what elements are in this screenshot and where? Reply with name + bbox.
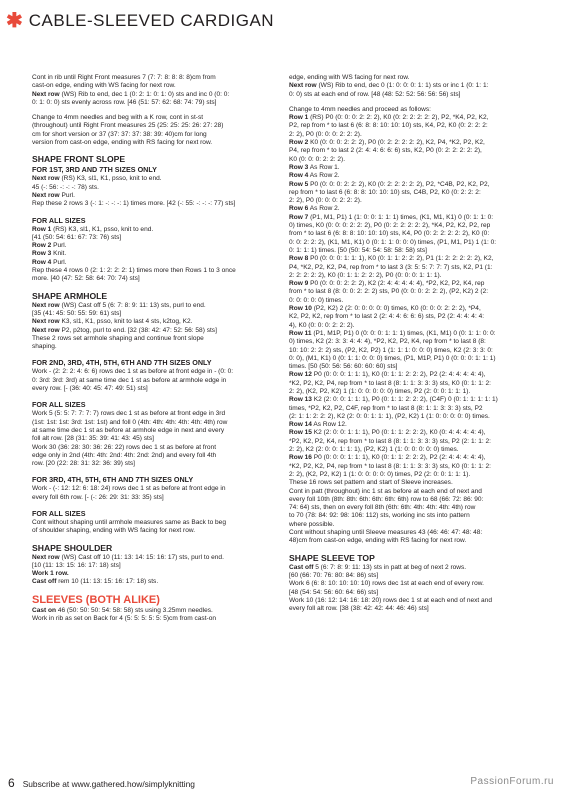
text-line: (1st: 1st: 1st: 3rd: 1st: 1st) and foll 0 (4th: 4th: 4th: 4th: 4th: 4th) row <box>32 418 228 426</box>
text-line: [35 (41: 45: 50: 55: 59: 61) sts] <box>32 309 122 317</box>
text-line: shaping. <box>32 343 57 351</box>
paragraph <box>32 485 274 502</box>
spacer <box>32 284 274 291</box>
text-line: Cast on 46 (50: 50: 50: 54: 58: 58) sts using 3.25mm needles. <box>32 606 213 614</box>
asterisk-icon: ✱ <box>6 10 23 32</box>
text-line: 48)cm from cast-on edge, ending with RS facing for next row. <box>289 537 467 545</box>
text-line: Row 1 (RS) K3, sl1, K1, psso, knit to end. <box>32 225 154 233</box>
text-line: P4, rep from * to last 2 (2: 4: 4: 6: 6: 6) sts, K2, P0 (0: 2: 2: 2: 2: 2), <box>289 147 482 155</box>
text-line: cm for short version or 37 (37: 37: 37: 38: 39: 40)cm for long <box>32 130 207 138</box>
text-line: Row 4 As Row 2. <box>289 172 340 180</box>
text-line: times, *P2, K2, P2, C4F, rep from * to last 8 (8: 1: 1: 3: 3: 3) sts, P2 <box>289 404 483 412</box>
text-line: Next row (WS) Cast off 5 (6: 7: 8: 9: 11: 13) sts, purl to end. <box>32 301 206 309</box>
text-line: Row 3 As Row 1. <box>289 163 340 171</box>
spacer <box>32 468 274 475</box>
paragraph <box>32 410 274 468</box>
text-line: P2, rep from * to last 6 (6: 8: 8: 10: 10: 10) sts, K4, P2, K0 (0: 2: 2: 2: <box>289 122 488 130</box>
paragraph <box>289 74 534 99</box>
section-heading: SHAPE SHOULDER <box>32 542 113 553</box>
text-line: Work 6 (6: 8: 10: 10: 10: 10) rows dec 1st at each end of every row. <box>289 580 484 588</box>
text-line: foll alt row. [28 (31: 35: 39: 41: 43: 45) sts] <box>32 435 154 443</box>
page-number: 6 <box>8 776 15 790</box>
text-line: Row 3 Knit. <box>32 250 67 258</box>
text-line: *K2, P2, K2, P4, rep from * to last 8 (8: 1: 1: 3: 3: 3) sts, K0 (0: 1: 1: 2: <box>289 462 491 470</box>
text-line: Next row (WS) Rib to end, dec 1 (0: 2: 1: 0: 1: 0) sts and inc 0 (0: 0: <box>32 90 230 98</box>
text-line: [60 (66: 70: 76: 80: 84: 86) sts] <box>289 571 379 579</box>
text-line: Row 16 P0 (0: 0: 0: 1: 1: 1), K0 (0: 1: 1: 2: 2: 2), P2 (2: 4: 4: 4: 4: 4), <box>289 454 486 462</box>
text-line: Row 8 P0 (0: 0: 0: 1: 1: 1), K0 (0: 1: 1: 2: 2: 2), P1 (1: 2: 2: 2: 2: 2), K2, <box>289 255 494 263</box>
text-line: Work in rib as set on Back for 4 (5: 5: 5: 5: 5: 5)cm from cast-on <box>32 615 216 623</box>
text-line: Rep these 4 rows 0 (2: 1: 2: 2: 2: 1) times more then Rows 1 to 3 once <box>32 267 236 275</box>
text-line: 10: 10: 2: 2: 2) sts, (P2, K2, P2) 1 (1: 1: 1: 0: 0: 0) times, K2 (2: 3: 3: 0: <box>289 346 493 354</box>
text-line: Work - (-: 12: 12: 6: 18: 24) rows dec 1 st as before at front edge in <box>32 485 226 493</box>
text-line: Row 2 K0 (0: 0: 0: 2: 2: 2), P0 (0: 2: 2: 2: 2: 2), K2, P4, *K2, P2, K2, <box>289 139 485 147</box>
text-line: Work 1 row. <box>32 570 69 578</box>
text-line: Rep these 2 rows 3 (-: 1: -: -: -: 1) times more. [42 (-: 55: -: -: -: 77) sts] <box>32 200 236 208</box>
text-line: Work 5 (5: 5: 7: 7: 7: 7) rows dec 1 st as before at front edge in 3rd <box>32 410 226 418</box>
text-line: 2: 2: 2: 2: 2), K0 (0: 1: 1: 2: 2: 2), P0 (0: 0: 0: 1: 1: 1). <box>289 271 442 279</box>
text-line: to 70 (78: 84: 92: 98: 106: 112) sts, working inc sts into pattern <box>289 512 470 520</box>
paragraph <box>32 519 274 536</box>
watermark: PassionForum.ru <box>470 776 554 787</box>
left-column <box>32 74 274 623</box>
text-line: Row 2 Purl. <box>32 242 67 250</box>
text-line: K0 (0: 0: 0: 2: 2: 2). <box>289 155 346 163</box>
section-heading: FOR ALL SIZES <box>32 508 86 518</box>
spacer <box>32 536 274 543</box>
text-line: Next row Purl. <box>32 191 75 199</box>
text-line: Row 14 As Row 12. <box>289 421 347 429</box>
text-line: Change to 4mm needles and beg with a K row, cont in st-st <box>32 114 204 122</box>
text-line: every row. [- (36: 40: 45: 47: 49: 51) sts] <box>32 385 148 393</box>
paragraph <box>32 607 274 624</box>
text-line: 0: 0: 0: 0: 0) times. <box>289 296 344 304</box>
text-line: Cont in patt (throughout) inc 1 st as before at each end of next and <box>289 487 482 495</box>
section-heading: SLEEVES (BOTH ALIKE) <box>32 593 160 606</box>
spacer <box>32 587 274 594</box>
section-heading: FOR 2ND, 3RD, 4TH, 5TH, 6TH AND 7TH SIZES ONLY <box>32 358 212 368</box>
text-line: 2: 2), (K2, P2, K2) 1 (1: 0: 0: 0: 0: 0) times, P2 (2: 0: 0: 1: 1: 1). <box>289 470 471 478</box>
text-line: Row 10 (P2, K2) 2 (2: 0: 0: 0: 0: 0) times, K0 (0: 0: 0: 2: 2: 2), *P4, <box>289 305 481 313</box>
text-line: Row 13 K2 (2: 0: 0: 1: 1: 1), P0 (0: 1: 1: 2: 2: 2), (C4F) 0 (0: 1: 1: 1: 1: 1) <box>289 396 498 404</box>
text-line: Row 15 K2 (2: 0: 0: 1: 1: 1), P0 (0: 1: 1: 2: 2: 2), K0 (0: 4: 4: 4: 4: 4), <box>289 429 486 437</box>
spacer <box>32 209 274 216</box>
page-title: CABLE-SLEEVED CARDIGAN <box>28 11 275 30</box>
text-line: where possible. <box>289 520 335 528</box>
text-line: Cont without shaping until Sleeve measures 43 (46: 46: 47: 48: 48: <box>289 529 483 537</box>
text-line: Next row K3, sl1, K1, psso, knit to last 4 sts, k2tog, K2. <box>32 318 193 326</box>
paragraph <box>32 554 274 587</box>
paragraph <box>32 175 274 208</box>
paragraph <box>32 114 274 147</box>
paragraph <box>289 106 534 546</box>
text-line: Next row P2, p2tog, purl to end. [32 (38: 42: 47: 52: 56: 58) sts] <box>32 326 217 334</box>
spacer <box>32 351 274 358</box>
text-line: every foll 6th row. [- (-: 26: 29: 31: 33: 35) sts] <box>32 493 164 501</box>
text-line: 2: 2), (K2, P2, K2) 1 (1: 0: 0: 0: 0: 0) times, P2 (2: 0: 0: 1: 1: 1). <box>289 387 471 395</box>
text-line: Row 1 (RS) P0 (0: 0: 0: 2: 2: 2), K0 (0: 2: 2: 2: 2: 2), P2, *K4, P2, K2, <box>289 114 489 122</box>
text-line: of shoulder shaping, ending with WS facing for next row. <box>32 527 196 535</box>
page-header <box>6 8 274 34</box>
text-line: 2: 2), P0 (0: 0: 0: 2: 2: 2). <box>289 197 362 205</box>
text-line: 2: 2), K2 (2: 0: 0: 1: 1: 1), (P2, K2) 1 (1: 0: 0: 0: 0: 0) times. <box>289 446 459 454</box>
text-line: from * to last 8 (8: 0: 0: 2: 2: 2) sts, P0 (0: 0: 0: 2: 2: 2), (P2, K2) 2 (2: <box>289 288 489 296</box>
text-line: Row 5 P0 (0: 0: 0: 2: 2: 2), K0 (0: 2: 2: 2: 2: 2), P2, *C4B, P2, K2, P2, <box>289 180 490 188</box>
text-line: Row 11 (P1, M1P, P1) 0 (0: 0: 0: 1: 1: 1) times, (K1, M1) 0 (0: 1: 1: 0: 0: <box>289 329 496 337</box>
text-line: P4, *K2, P2, K2, P4, rep from * to last 3 (3: 5: 5: 7: 7: 7) sts, K2, P1 (1: <box>289 263 493 271</box>
text-line: Next row (WS) Rib to end, dec 0 (1: 0: 0: 0: 1: 1) sts or inc 1 (0: 1: 1: <box>289 82 489 90</box>
text-line: 0: 1: 0: 0) sts evenly across row. [46 (51: 57: 62: 68: 74: 79) sts] <box>32 98 217 106</box>
text-line: Cont without shaping until armhole measures same as Back to beg <box>32 518 226 526</box>
text-line: Row 9 P0 (0: 0: 0: 2: 2: 2), K2 (2: 4: 4: 4: 4: 4), *P2, K2, P2, K4, rep <box>289 280 485 288</box>
text-line: 45 (-: 56: -: -: -: 78) sts. <box>32 183 99 191</box>
text-line: edge only in 2nd (4th: 4th: 2nd: 4th: 2nd: 2nd) and every foll 4th <box>32 451 217 459</box>
text-line: (throughout) until Right Front measures 25 (25: 25: 25: 26: 27: 28) <box>32 122 224 130</box>
text-line: Row 7 (P1, M1, P1) 1 (1: 0: 0: 1: 1: 1) times, (K1, M1, K1) 0 (0: 1: 1: 0: <box>289 213 494 221</box>
text-line: row. [20 (22: 28: 31: 32: 36: 39) sts] <box>32 460 135 468</box>
paragraph <box>32 226 274 284</box>
section-heading: SHAPE FRONT SLOPE <box>32 154 126 165</box>
text-line: These 16 rows set pattern and start of Sleeve increases. <box>289 479 453 487</box>
text-line: every foll alt row. [38 (38: 42: 42: 44: 46: 46) sts] <box>289 605 429 613</box>
text-line: Cast off rem 10 (11: 13: 15: 16: 17: 18) sts. <box>32 578 159 586</box>
text-line: [10 (11: 13: 15: 16: 17: 18) sts] <box>32 561 121 569</box>
text-line: *P2, K2, P2, K4, rep from * to last 8 (8: 1: 1: 3: 3: 3) sts, P2 (2: 1: 1: 2: <box>289 437 491 445</box>
text-line: 0: 0) sts at each end of row. [48 (48: 52: 52: 56: 56: 56) sts] <box>289 90 461 98</box>
text-line: 0: 0), (M1, K1) 0 (0: 1: 1: 0: 0: 0) times, (P1, M1P, P1) 0 (0: 0: 0: 1: 1: 1) <box>289 354 496 362</box>
text-line: 0) times, K0 (0: 0: 0: 2: 2: 2), P0 (0: 2: 2: 2: 2: 2), *K4, P2, K2, P2, rep <box>289 222 491 230</box>
text-line: version from cast-on edge, ending with RS facing for next row. <box>32 139 213 147</box>
text-line: Row 4 Purl. <box>32 258 67 266</box>
paragraph <box>289 564 534 614</box>
right-column <box>289 74 534 613</box>
text-line: more. [40 (47: 52: 58: 64: 70: 74) sts] <box>32 275 140 283</box>
text-line: edge, ending with WS facing for next row. <box>289 74 410 81</box>
text-line: Work - (2: 2: 2: 4: 6: 6) rows dec 1 st as before at front edge in - (0: 0: <box>32 368 234 376</box>
text-line: 74: 64) sts, then on every foll 8th (6th: 6th: 4th: 4th: 4th: 4th) row <box>289 504 476 512</box>
text-line: Cont in rib until Right Front measures 7 (7: 7: 8: 8: 8: 8)cm from <box>32 74 216 81</box>
section-heading: FOR ALL SIZES <box>32 215 86 225</box>
section-heading: SHAPE ARMHOLE <box>32 290 108 301</box>
text-line: cast-on edge, ending with WS facing for next row. <box>32 82 176 90</box>
text-line: These 2 rows set armhole shaping and continue front slope <box>32 334 204 342</box>
text-line: 0: 3rd: 3rd: 3rd) at same time dec 1 st as before at armhole edge in <box>32 376 227 384</box>
text-line: Change to 4mm needles and proceed as follows: <box>289 105 431 113</box>
text-line: Cast off 5 (6: 7: 8: 9: 11: 13) sts in patt at beg of next 2 rows. <box>289 563 467 571</box>
section-heading: FOR 3RD, 4TH, 5TH, 6TH AND 7TH SIZES ONLY <box>32 475 194 485</box>
text-line: every foll 10th (8th: 8th: 6th: 6th: 6th: 6th) row to 68 (66: 72: 86: 90: <box>289 495 484 503</box>
paragraph <box>32 74 274 107</box>
spacer <box>32 502 274 509</box>
text-line: [41 (50: 54: 61: 67: 73: 76) sts] <box>32 233 122 241</box>
text-line: at same time dec 1 st as before at armhole edge in next and every <box>32 426 225 434</box>
section-heading: FOR ALL SIZES <box>32 400 86 410</box>
text-line: Next row (WS) Cast off 10 (11: 13: 14: 15: 16: 17) sts, purl to end. <box>32 553 224 561</box>
text-line: Work 30 (36: 28: 30: 36: 26: 22) rows dec 1 st as before at front <box>32 443 217 451</box>
text-line: from * to last 6 (6: 8: 8: 10: 10: 10) sts, K4, P0 (0: 2: 2: 2: 2: 2), K0 (0: <box>289 230 490 238</box>
spacer <box>32 393 274 400</box>
text-line: [48 (54: 54: 56: 60: 64: 66) sts] <box>289 588 379 596</box>
text-line: 4), K0 (0: 0: 0: 2: 2: 2). <box>289 321 355 329</box>
text-line: Row 6 As Row 2. <box>289 205 340 213</box>
spacer <box>289 546 534 553</box>
section-heading: SHAPE SLEEVE TOP <box>289 552 375 563</box>
text-line: 2: 2), P0 (0: 0: 0: 2: 2: 2). <box>289 130 362 138</box>
paragraph <box>32 368 274 393</box>
text-line: Next row (RS) K3, sl1, K1, psso, knit to end. <box>32 175 162 183</box>
page-footer <box>8 776 195 790</box>
text-line: 0: 1: 1: 1) times. [50 (50: 54: 54: 58: 58: 58) sts] <box>289 246 427 254</box>
paragraph <box>32 302 274 352</box>
text-line: 0: 0: 2: 2: 2), (K1, M1, K1) 0 (0: 1: 1: 0: 0: 0) times, (P1, M1, P1) 1 (1: 0: <box>289 238 497 246</box>
text-line: rep from * to last 6 (6: 8: 8: 10: 10: 10) sts, C4B, P2, K0 (0: 2: 2: 2: <box>289 188 481 196</box>
text-line: Work 10 (16: 12: 14: 16: 18: 20) rows dec 1 st at each end of next and <box>289 596 492 604</box>
section-heading: FOR 1ST, 3RD AND 7TH SIZES ONLY <box>32 165 157 175</box>
text-line: 0) times, K2 (2: 3: 3: 4: 4: 4), *P2, K2, P2, K4, rep from * to last 8 (8: <box>289 338 486 346</box>
text-line: (2: 1: 1: 2: 2: 2), K2 (2: 0: 0: 1: 1: 1), (P2, K2) 1 (1: 0: 0: 0: 0: 0) times. <box>289 412 490 420</box>
subscribe-link[interactable]: Subscribe at www.gathered.how/simplyknitting <box>22 779 195 789</box>
text-line: times. [50 (50: 56: 56: 60: 60: 60) sts] <box>289 363 398 371</box>
text-line: *K2, P2, K2, P4, rep from * to last 8 (8: 1: 1: 3: 3: 3) sts, K0 (0: 1: 1: 2: <box>289 379 491 387</box>
text-line: K2, P2, K2, rep from * to last 2 (2: 4: 4: 6: 6: 6) sts, P2 (2: 4: 4: 4: 4: <box>289 313 485 321</box>
text-line: Row 12 P0 (0: 0: 0: 1: 1: 1), K0 (0: 1: 1: 2: 2: 2), P2 (2: 4: 4: 4: 4: 4), <box>289 371 486 379</box>
